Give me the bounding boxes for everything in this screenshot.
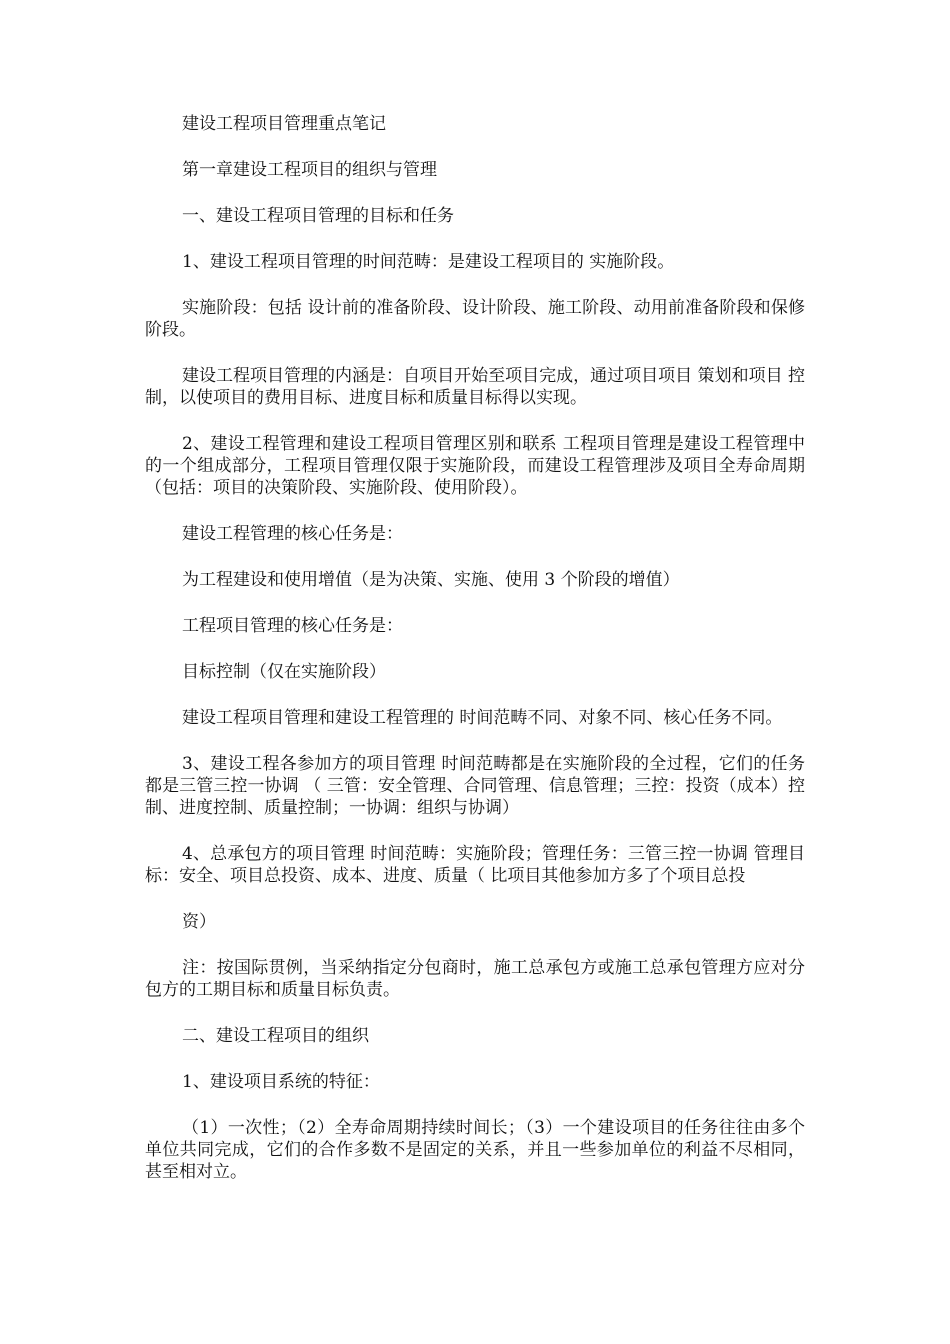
- section-heading: 一、建设工程项目管理的目标和任务: [182, 206, 454, 226]
- paragraph: 资）: [182, 912, 216, 932]
- document-title: 建设工程项目管理重点笔记: [182, 114, 386, 134]
- paragraph: 建设工程项目管理的内涵是：自项目开始至项目完成，通过项目项目 策划和项目 控制，以使项目的费用目标、进度目标和质量目标得以实现。: [145, 366, 805, 408]
- paragraph: 实施阶段：包括 设计前的准备阶段、设计阶段、施工阶段、动用前准备阶段和保修阶段。: [145, 298, 805, 340]
- paragraph: 工程项目管理的核心任务是：: [182, 616, 403, 636]
- paragraph: 1、建设工程项目管理的时间范畴：是建设工程项目的 实施阶段。: [182, 252, 675, 272]
- paragraph: （1）一次性；（2）全寿命周期持续时间长；（3）一个建设项目的任务往往由多个单位共同完成，它们的合作多数不是固定的关系，并且一些参加单位的利益不尽相同，甚至相对立。: [145, 1118, 805, 1182]
- section-heading: 二、建设工程项目的组织: [182, 1026, 369, 1046]
- paragraph: 3、建设工程各参加方的项目管理 时间范畴都是在实施阶段的全过程，它们的任务都是三管三控一协调 （ 三管：安全管理、合同管理、信息管理；三控：投资（成本）控制、进度控制、质量控制；一协调：组织与协调）: [145, 754, 805, 818]
- paragraph: 目标控制（仅在实施阶段）: [182, 662, 386, 682]
- paragraph: 4、总承包方的项目管理 时间范畴：实施阶段；管理任务：三管三控一协调 管理目标：安全、项目总投资、成本、进度、质量（ 比项目其他参加方多了个项目总投: [145, 844, 805, 886]
- paragraph: 1、建设项目系统的特征：: [182, 1072, 380, 1092]
- paragraph: 建设工程管理的核心任务是：: [182, 524, 403, 544]
- chapter-heading: 第一章建设工程项目的组织与管理: [182, 160, 437, 180]
- paragraph: 为工程建设和使用增值（是为决策、实施、使用 3 个阶段的增值）: [182, 570, 680, 590]
- paragraph: 建设工程项目管理和建设工程管理的 时间范畴不同、对象不同、核心任务不同。: [182, 708, 783, 728]
- note-paragraph: 注：按国际贯例，当采纳指定分包商时，施工总承包方或施工总承包管理方应对分包方的工期目标和质量目标负责。: [145, 958, 805, 1000]
- document-body: [145, 113, 805, 1207]
- paragraph: 2、建设工程管理和建设工程项目管理区别和联系 工程项目管理是建设工程管理中的一个组成部分，工程项目管理仅限于实施阶段，而建设工程管理涉及项目全寿命周期（包括：项目的决策阶段、实施阶段、使用阶段）。: [145, 434, 805, 498]
